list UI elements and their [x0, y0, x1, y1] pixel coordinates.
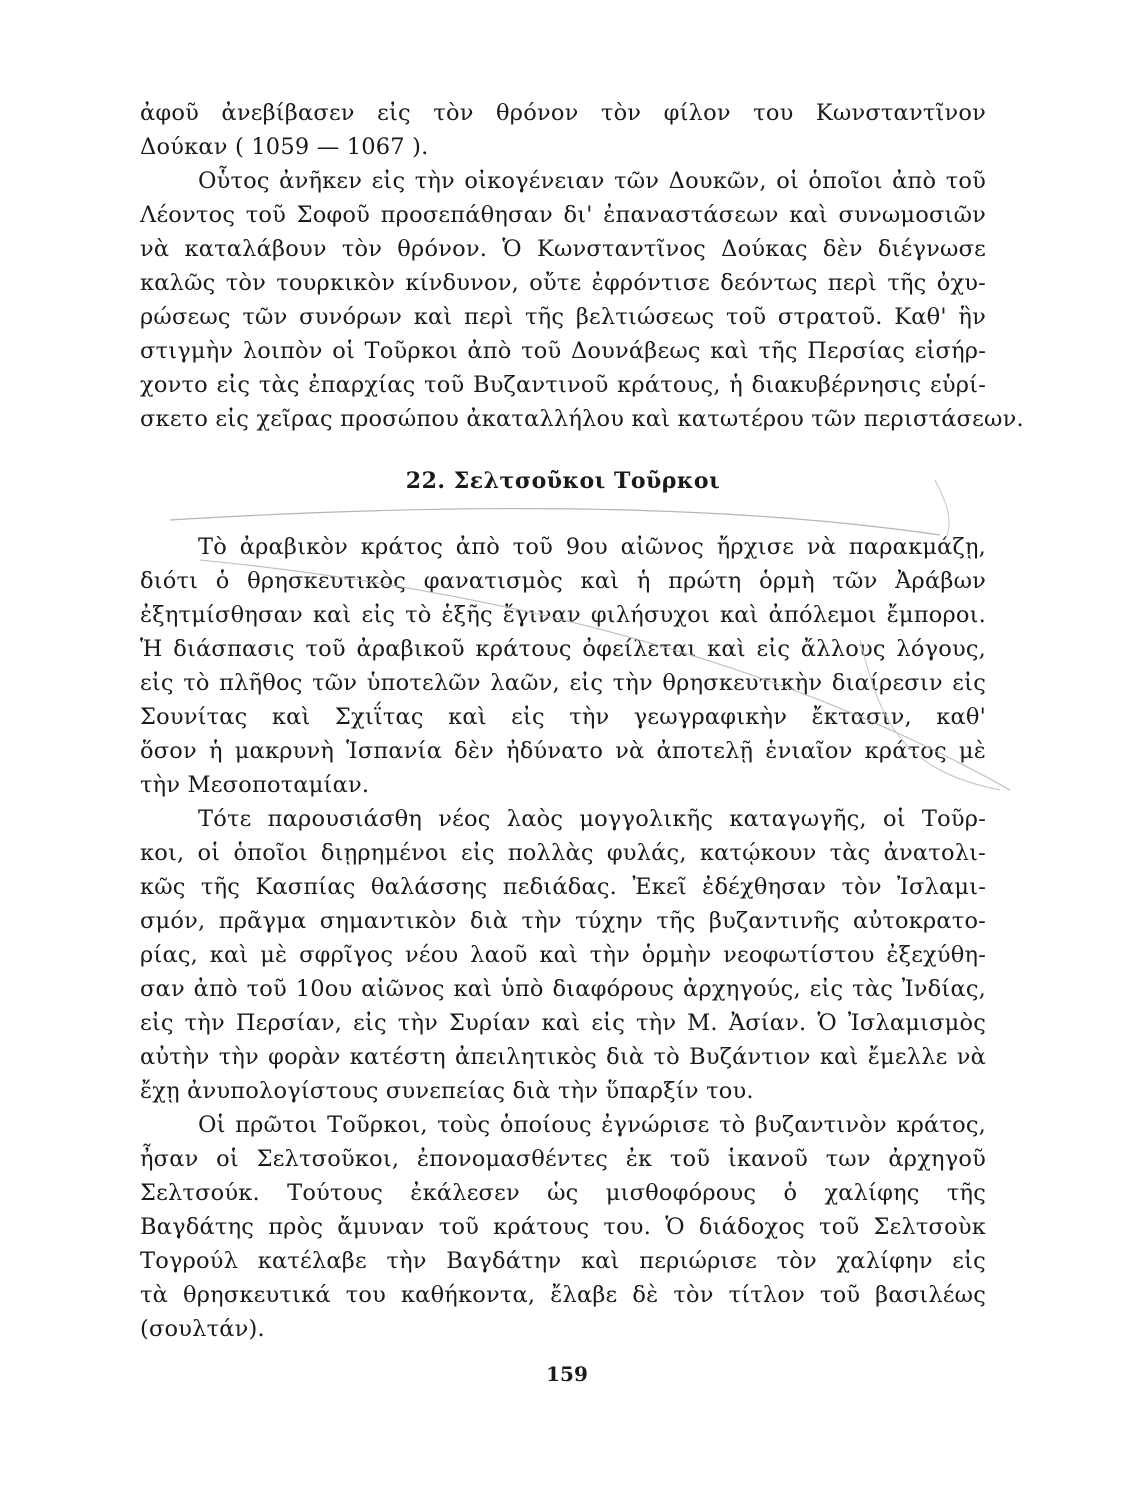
text-line: τὴν Μεσοποταμίαν. [140, 772, 370, 798]
text-line: Τότε παρουσιάσθη νέος λαὸς μογγολικῆς καταγωγῆς, οἱ Τοῦρ- [198, 806, 986, 832]
text-line: Τὸ ἀραβικὸν κράτος ἀπὸ τοῦ 9ου αἰῶνος ἤρχισε νὰ παρακμάζῃ, [198, 534, 986, 560]
text-line: ρίας, καὶ μὲ σφρῖγος νέου λαοῦ καὶ τὴν ὁρμὴν νεοφωτίστου ἐξεχύθη- [140, 942, 986, 968]
text-line: ἐξητμίσθησαν καὶ εἰς τὸ ἑξῆς ἔγιναν φιλήσυχοι καὶ ἀπόλεμοι ἔμποροι. [140, 602, 986, 628]
text-line: χοντο εἰς τὰς ἐπαρχίας τοῦ Βυζαντινοῦ κράτους, ἡ διακυβέρνησις εὑρί- [140, 372, 986, 398]
text-line: νὰ καταλάβουν τὸν θρόνον. Ὁ Κωνσταντῖνος Δούκας δὲν διέγνωσε [140, 236, 986, 262]
text-line: Δούκαν ( 1059 — 1067 ). [140, 134, 429, 160]
text-line: Οὗτος ἀνῆκεν εἰς τὴν οἰκογένειαν τῶν Δουκῶν, οἱ ὁποῖοι ἀπὸ τοῦ [198, 168, 986, 194]
text-line: σμόν, πρᾶγμα σημαντικὸν διὰ τὴν τύχην τῆς βυζαντινῆς αὐτοκρατο- [140, 908, 986, 934]
text-line: καλῶς τὸν τουρκικὸν κίνδυνον, οὔτε ἐφρόντισε δεόντως περὶ τῆς ὀχυ- [140, 270, 986, 296]
text-line: κῶς τῆς Κασπίας θαλάσσης πεδιάδας. Ἐκεῖ ἐδέχθησαν τὸν Ἰσλαμι- [140, 874, 986, 900]
text-line: ρώσεως τῶν συνόρων καὶ περὶ τῆς βελτιώσεως τοῦ στρατοῦ. Καθ' ἣν [140, 304, 986, 330]
text-line: Σελτσούκ. Τούτους ἐκάλεσεν ὡς μισθοφόρους ὁ χαλίφης τῆς [140, 1180, 986, 1206]
text-line: (σουλτάν). [140, 1316, 265, 1342]
text-line: κοι, οἱ ὁποῖοι διῃρημένοι εἰς πολλὰς φυλάς, κατῴκουν τὰς ἀνατολι- [140, 840, 986, 866]
text-line: Λέοντος τοῦ Σοφοῦ προσεπάθησαν δι' ἐπαναστάσεων καὶ συνωμοσιῶν [140, 202, 986, 228]
section-heading: 22. Σελτσοῦκοι Τοῦρκοι [405, 468, 721, 494]
text-line: σκετο εἰς χεῖρας προσώπου ἀκαταλλήλου καὶ κατωτέρου τῶν περιστάσεων. [140, 406, 1024, 432]
text-line: στιγμὴν λοιπὸν οἱ Τοῦρκοι ἀπὸ τοῦ Δουνάβεως καὶ τῆς Περσίας εἰσήρ- [140, 338, 986, 364]
text-line: σαν ἀπὸ τοῦ 10ου αἰῶνος καὶ ὑπὸ διαφόρους ἀρχηγούς, εἰς τὰς Ἰνδίας, [140, 976, 986, 1002]
text-line: εἰς τὸ πλῆθος τῶν ὑποτελῶν λαῶν, εἰς τὴν θρησκευτικὴν διαίρεσιν εἰς [140, 670, 986, 696]
text-line: ἦσαν οἱ Σελτσοῦκοι, ἐπονομασθέντες ἐκ τοῦ ἱκανοῦ των ἀρχηγοῦ [140, 1146, 986, 1172]
text-line: τὰ θρησκευτικά του καθήκοντα, ἔλαβε δὲ τὸν τίτλον τοῦ βασιλέως [140, 1282, 986, 1308]
text-line: ἔχῃ ἀνυπολογίστους συνεπείας διὰ τὴν ὕπαρξίν του. [140, 1078, 754, 1104]
text-line: αὐτὴν τὴν φορὰν κατέστη ἀπειλητικὸς διὰ τὸ Βυζάντιον καὶ ἔμελλε νὰ [140, 1044, 986, 1070]
text-line: ὅσον ἡ μακρυνὴ Ἱσπανία δὲν ἠδύνατο νὰ ἀποτελῇ ἑνιαῖον κράτος μὲ [140, 738, 986, 764]
text-line: Τογρούλ κατέλαβε τὴν Βαγδάτην καὶ περιώρισε τὸν χαλίφην εἰς [140, 1248, 986, 1274]
text-line: Σουνίτας καὶ Σχιΐτας καὶ εἰς τὴν γεωγραφικὴν ἔκτασιν, καθ' [140, 704, 986, 730]
text-line: Οἱ πρῶτοι Τοῦρκοι, τοὺς ὁποίους ἐγνώρισε τὸ βυζαντινὸν κράτος, [198, 1112, 986, 1138]
text-line: Βαγδάτης πρὸς ἄμυναν τοῦ κράτους του. Ὁ διάδοχος τοῦ Σελτσοὺκ [140, 1214, 986, 1240]
text-line: διότι ὁ θρησκευτικὸς φανατισμὸς καὶ ἡ πρώτη ὁρμὴ τῶν Ἀράβων [140, 568, 986, 594]
text-line: ἀφοῦ ἀνεβίβασεν εἰς τὸν θρόνον τὸν φίλον του Κωνσταντῖνον [140, 100, 986, 126]
text-block-top [140, 96, 1024, 436]
text-block-main [140, 530, 986, 1346]
text-line: Ἡ διάσπασις τοῦ ἀραβικοῦ κράτους ὀφείλεται καὶ εἰς ἄλλους λόγους, [140, 636, 986, 662]
text-line: εἰς τὴν Περσίαν, εἰς τὴν Συρίαν καὶ εἰς τὴν Μ. Ἀσίαν. Ὁ Ἰσλαμισμὸς [140, 1010, 986, 1036]
page-number: 159 [546, 1362, 588, 1386]
